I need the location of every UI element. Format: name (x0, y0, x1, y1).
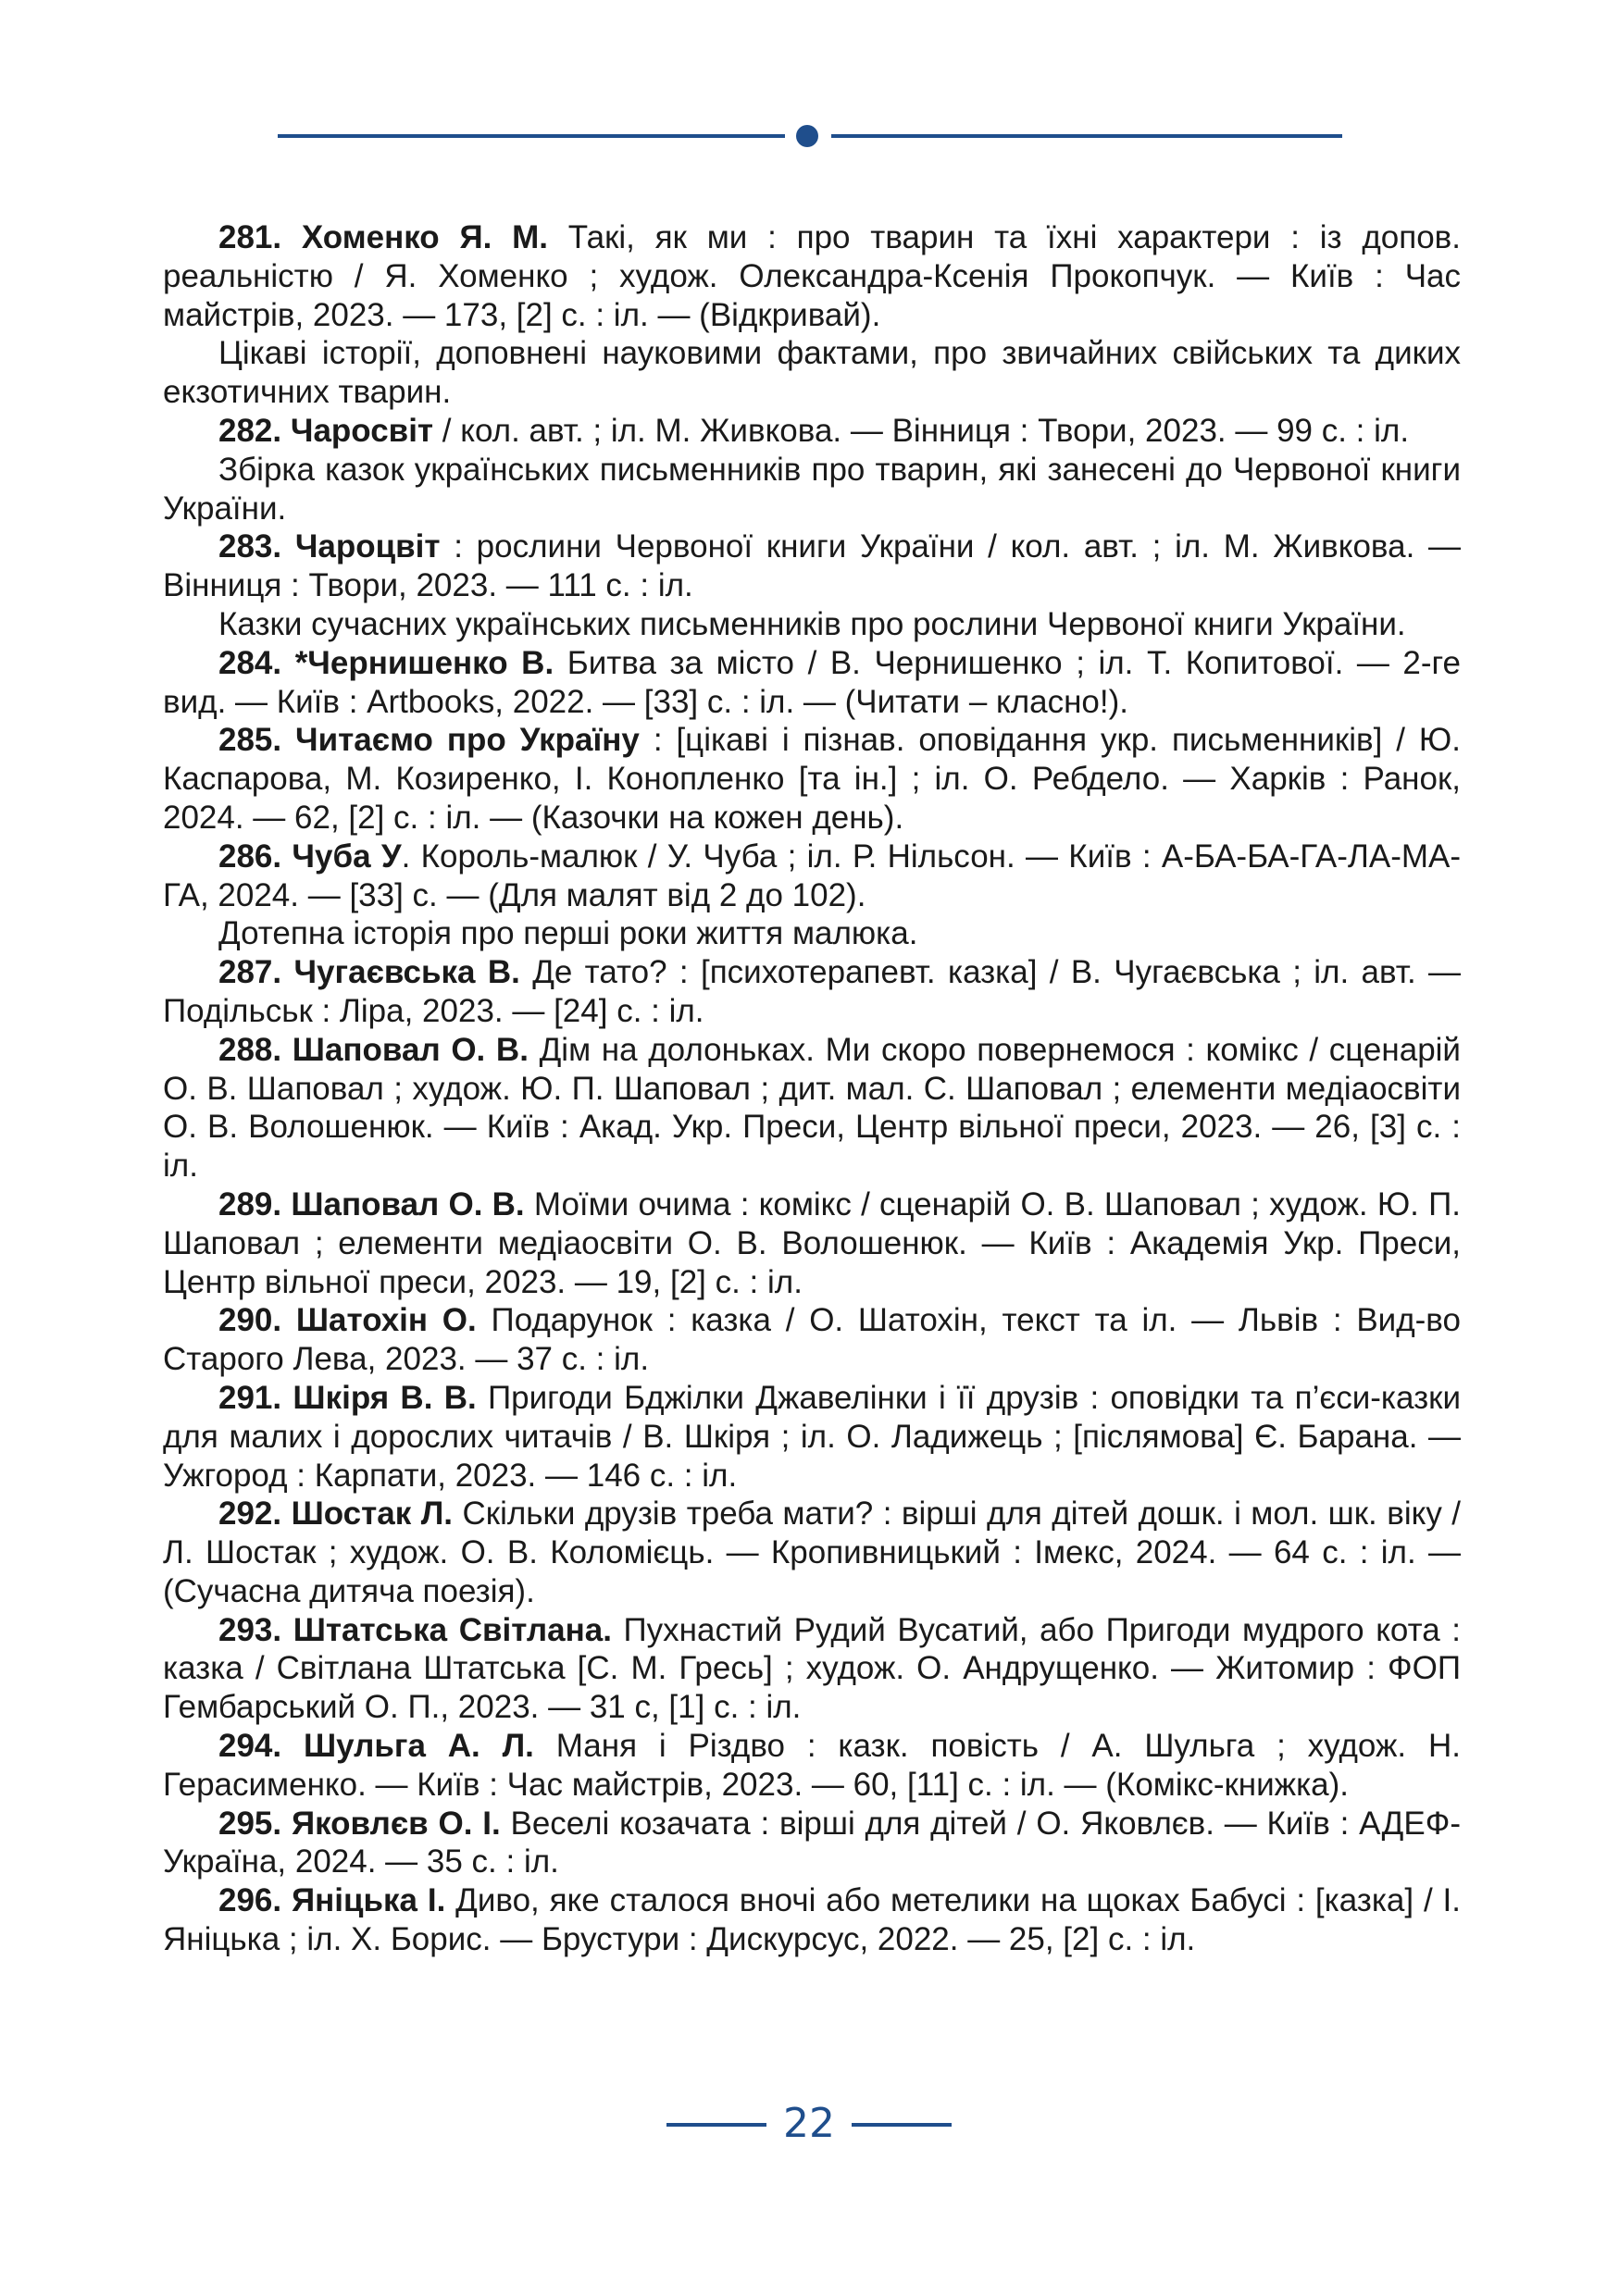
entry-heading: 291. Шкіря В. В. (218, 1379, 477, 1416)
entry-description: Дім на долоньках. Ми скоро повернемося : комікс / сценарій О. В. Шаповал ; худож. Ю. П. Шаповал ; дит. мал. С. Шаповал ; елементи медіаосвіти О. В. Волошенюк. — Київ : Акад. Укр. Преси, Центр вільної преси, 2023. — 26, [3] с. : іл. (163, 1031, 1461, 1185)
entry-description: Диво, яке сталося вночі або метелики на щоках Бабусі : [казка] / І. Яніцька ; іл. Х. Борис. — Брустури : Дискурсус, 2022. — 25, [2] с. : іл. (163, 1882, 1461, 1958)
entry-289 (163, 1185, 1461, 1301)
entry-heading: 286. Чуба У (218, 838, 402, 875)
entry-281 (163, 218, 1461, 334)
entry-heading: 295. Яковлєв О. І. (218, 1805, 501, 1842)
page-number: 22 (783, 2100, 835, 2147)
ornament-line-right (831, 134, 1342, 138)
page-footer (0, 2101, 1619, 2147)
ornament-dot (796, 125, 818, 147)
entry-heading: 293. Штатська Світлана. (218, 1611, 612, 1648)
entry-heading: 281. Хоменко Я. М. (218, 219, 548, 255)
entry-description: Маня і Різдво : казк. повість / А. Шульга ; худож. Н. Герасименко. — Київ : Час майстрів, 2023. — 60, [11] с. : іл. — (Комікс-книжка). (163, 1728, 1461, 1803)
entry-annotation: Казки сучасних українських письменників про рослини Червоної книги України. (218, 605, 1406, 642)
entry-description: Де тато? : [психотерапевт. казка] / В. Чугаєвська ; іл. авт. — Подільськ : Ліра, 2023. — [24] с. : іл. (163, 954, 1462, 1029)
entry-description: Пухнастий Рудий Вусатий, або Пригоди мудрого кота : казка / Світлана Штатська [С. М. Гресь] ; худож. О. Андрущенко. — Житомир : ФОП Гембарський О. П., 2023. — 31 с, [1] с. : іл. (163, 1611, 1462, 1726)
entry-annotation: Дотепна історія про перші роки життя малюка. (218, 915, 918, 952)
entry-heading: 289. Шаповал О. В. (218, 1185, 525, 1222)
entry-heading: 282. Чаросвіт (218, 412, 434, 449)
entry-heading: 288. Шаповал О. В. (218, 1031, 529, 1068)
entry-heading: 294. Шульга А. Л. (218, 1728, 534, 1765)
entry-283 (163, 527, 1461, 605)
top-ornament (278, 124, 1342, 146)
entry-heading: 290. Шатохін О. (218, 1302, 477, 1339)
entry-288 (163, 1031, 1461, 1185)
entry-description: Веселі козачата : вірші для дітей / О. Яковлєв. — Київ : АДЕФ-Україна, 2024. — 35 с. : іл. (163, 1805, 1461, 1880)
entry-284 (163, 644, 1461, 722)
entry-description: Такі, як ми : про тварин та їхні характери : із допов. реальністю / Я. Хоменко ; худож. Олександра-Ксенія Прокопчук. — Київ : Час майстрів, 2023. — 173, [2] с. : іл. — (Відкривай). (163, 219, 1461, 333)
entry-294 (163, 1727, 1461, 1805)
entry-description: : [цікаві і пізнав. оповідання укр. письменників] / Ю. Каспарова, М. Козиренко, І. Конопленко [та ін.] ; іл. О. Ребдело. — Харків : Ранок, 2024. — 62, [2] с. : іл. — (Казочки на кожен день). (163, 722, 1461, 836)
entry-description: Битва за місто / В. Чернишенко ; іл. Т. Копитової. — 2-ге вид. — Київ : Artbooks, 2022. — [33] с. : іл. — (Читати – класно!). (163, 644, 1461, 720)
entry-293 (163, 1611, 1461, 1727)
entry-290 (163, 1301, 1461, 1379)
footer-line-right (852, 2123, 952, 2127)
entry-295 (163, 1805, 1461, 1882)
entry-heading: 287. Чугаєвська В. (218, 954, 520, 991)
entry-291 (163, 1379, 1461, 1495)
entry-description: Моїми очима : комікс / сценарій О. В. Шаповал ; худож. Ю. П. Шаповал ; елементи медіаосвіти О. В. Волошенюк. — Київ : Академія Укр. Преси, Центр вільної преси, 2023. — 19, [2] с. : іл. (163, 1185, 1462, 1300)
entry-description: Пригоди Бджілки Джавелінки і її друзів : оповідки та п’єси-казки для малих і дорослих читачів / В. Шкіря ; іл. О. Ладижець ; [післямова] Є. Барана. — Ужгород : Карпати, 2023. — 146 с. : іл. (163, 1379, 1462, 1494)
entry-description: Скільки друзів треба мати? : вірші для дітей дошк. і мол. шк. віку / Л. Шостак ; худож. О. В. Коломієць. — Кропивницький : Імекс, 2024. — 64 с. : іл. — (Сучасна дитяча поезія). (163, 1496, 1461, 1609)
entry-296 (163, 1881, 1461, 1959)
entry-282 (163, 412, 1461, 451)
entry-annotation: Збірка казок українських письменників про тварин, які занесені до Червоної книги України. (163, 451, 1461, 527)
entry-heading: 285. Читаємо про Україну (218, 722, 640, 759)
footer-line-left (666, 2123, 766, 2127)
entry-286 (163, 838, 1461, 915)
entry-description: / кол. авт. ; іл. М. Живкова. — Вінниця : Твори, 2023. — 99 с. : іл. (442, 412, 1410, 449)
bibliography-list (163, 218, 1461, 1959)
entry-annotation: Цікаві історії, доповнені науковими фактами, про звичайних свійських та диких екзотичних тварин. (163, 335, 1461, 411)
ornament-line-left (278, 134, 785, 138)
entry-285 (163, 721, 1461, 837)
entry-heading: 284. *Чернишенко В. (218, 644, 554, 681)
entry-heading: 296. Яніцька І. (218, 1882, 446, 1919)
entry-heading: 283. Чароцвіт (218, 528, 441, 565)
entry-287 (163, 953, 1461, 1031)
entry-description: . Король-малюк / У. Чуба ; іл. Р. Нільсон. — Київ : А-БА-БА-ГА-ЛА-МА-ГА, 2024. — [33] с. — (Для малят від 2 до 102). (163, 838, 1461, 913)
entry-description: : рослини Червоної книги України / кол. авт. ; іл. М. Живкова. — Вінниця : Твори, 2023. — 111 с. : іл. (163, 528, 1461, 604)
entry-description: Подарунок : казка / О. Шатохін, текст та іл. — Львів : Вид-во Старого Лева, 2023. — 37 с. : іл. (163, 1302, 1461, 1378)
entry-292 (163, 1495, 1461, 1610)
entry-heading: 292. Шостак Л. (218, 1496, 454, 1533)
